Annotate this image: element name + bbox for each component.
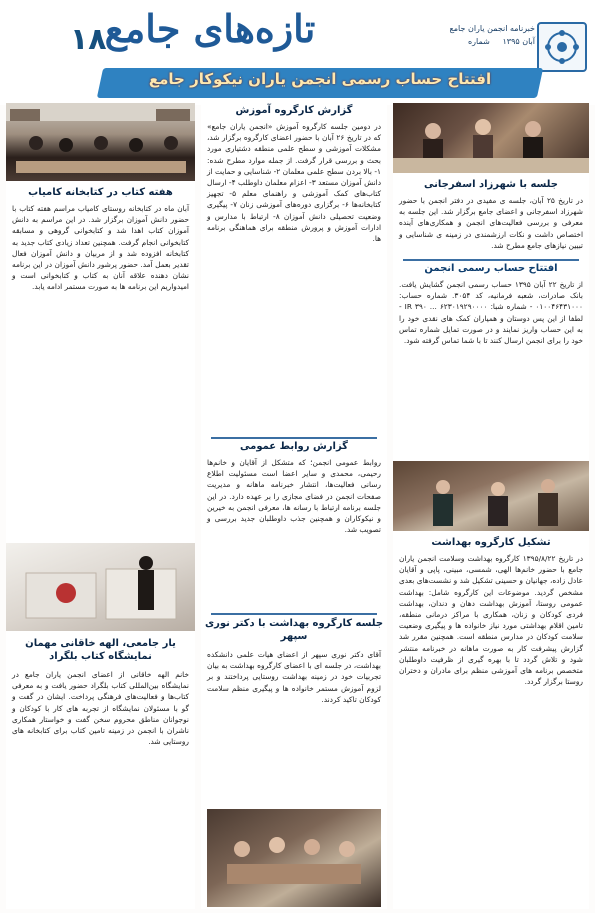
newsletter-logo xyxy=(537,22,587,72)
issue-number: ۱۸ xyxy=(70,22,107,57)
newsletter-title: تازه‌های جامع xyxy=(104,6,316,51)
health-group-photo xyxy=(393,461,589,531)
left-column xyxy=(6,103,195,909)
article-text: در تاریخ ۱۳۹۵/۸/۲۲ کارگروه بهداشت وسلامت انجمن یاران جامع با حضور خانم‌ها الهی، شمسی، مبینی، پاپی و آقایان عادل زاده، جهانیان و حسینی تشکیل شد و نشست‌های بعدی مشخص گردید. موضوعات این کارگروه شامل: بهداشت عمومی روستا، آموزش بهداشت دهان و دندان، بهداشت فردی کودکان و زنان، همکاری با مراکز درمانی منطقه، تامین اقلام بهداشتی مورد نیاز خانواده ها و پیگیری وضعیت سلامت کودکان در مدارس منطقه است. همچنین مقرر شد گزارش پیشرفت کار به صورت ماهانه در خبرنامه منتشر شود و تلاش گردد تا با بهره گیری از ظرفیت داوطلبان متخصص برنامه های آموزشی منظم برای مادران و دختران روستا برگزار گردد. xyxy=(399,554,584,687)
article-text: آبان ماه در کتابخانه روستای کامیاب مراسم هفته کتاب با حضور دانش آموزان برگزار شد. در این مراسم به دانش آموزان کتاب اهدا شد و کتابخوانی گروهی و مسابقه کتابخوانی انجام گرفت. همچنین تعداد زیادی کتاب جدید به کتابخانه افزوده شد و از مربیان و دانش آموزان فعال تقدیر بعمل آمد. حضور پرشور دانش آموزان در این برنامه نشان دهنده علاقه آنان به کتاب و کتابخوانی است و امیدواریم این برنامه ها به صورت مستمر ادامه یابد. xyxy=(12,204,189,292)
book-fair-photo xyxy=(6,543,195,631)
emblem-icon xyxy=(539,24,585,70)
article-title: تشکیل کارگروه بهداشت xyxy=(431,537,551,548)
article-text: روابط عمومی انجمن؛ که متشکل از آقایان و خانم‌ها رحیمی، محمدی و سایر اعضا است مسئولیت اطلاع رسانی فعالیت‌ها، انتشار خبرنامه ماهانه و مدیریت صفحات انجمن در فضای مجازی را بر عهده دارد. در این جلسه برنامه ارتباط با رسانه ها، معرفی انجمن به خیرین و نیکوکاران و همچنین جذب داوطلبان جدید بررسی و تصویب شد. xyxy=(207,458,381,535)
photo-people-icon xyxy=(393,461,589,531)
divider xyxy=(403,259,579,261)
divider xyxy=(211,437,377,439)
meeting-photo xyxy=(393,103,589,173)
masthead-meta xyxy=(385,22,535,48)
library-photo xyxy=(6,103,195,181)
photo-students-icon xyxy=(6,103,195,181)
main-headline: افتتاح حساب رسمی انجمن یاران نیکوکار جامع xyxy=(148,70,492,88)
article-title: گزارش کارگروه آموزش xyxy=(235,105,353,116)
photo-people-icon xyxy=(207,809,381,907)
right-column xyxy=(393,103,589,909)
article-text: خانم الهه خاقانی از اعضای انجمن یاران جامع در نمایشگاه بین‌المللی کتاب بلگراد حضور یافت و به معرفی کتاب‌ها و فعالیت‌های فرهنگی پرداخت. ایشان در گفت و گو با مسئولان نمایشگاه از تجربه های کار با کودکان و نوجوانان مناطق محروم سخن گفت و خواستار همکاری ناشران با انجمن در زمینه تامین کتاب برای کتابخانه های روستایی شد. xyxy=(12,670,189,747)
article-title: گزارش روابط عمومی xyxy=(240,441,348,452)
article-title: هفته کتاب در کتابخانه کامیاب xyxy=(28,187,173,198)
article-text: در دومین جلسه کارگروه آموزش «انجمن یاران جامع» که در تاریخ ۲۶ آبان با حضور اعضای کارگروه برگزار شد، مشکلات آموزشی و سطح علمی منطقه دشتیاری مورد بحث و بررسی قرار گرفت. از جمله موارد مطرح شده: ۱- بالا بردن سطح علمی معلمان ۲- شناسایی و حمایت از دانش آموزان مستعد ۳- اعزام معلمان داوطلب ۴- ارسال کتاب‌های کمک آموزشی و راهنمای معلم ۵- تجهیز کتابخانه‌ها ۶- برگزاری دوره‌های آموزشی زنان ۷- پیگیری وضعیت تحصیلی دانش آموزان ۸- ارتباط با مدارس و ادارات آموزش و پرورش منطقه برای هماهنگی برنامه ها. xyxy=(207,122,382,244)
article-title: جلسه کارگروه بهداشت با دکتر نوری سپهر xyxy=(204,618,384,642)
divider xyxy=(211,613,377,615)
photo-people-icon xyxy=(393,103,589,173)
middle-column xyxy=(201,103,387,909)
issue-label: شماره xyxy=(467,37,490,46)
masthead xyxy=(0,0,595,105)
article-title: جلسه با شهرزاد اسفرجانی xyxy=(424,179,558,190)
photo-exhibit-icon xyxy=(6,543,195,631)
article-title: یار جامعی، الهه خاقانی مهمان نمایشگاه کتاب بلگراد xyxy=(25,638,176,662)
article-text: آقای دکتر نوری سپهر از اعضای هیات علمی دانشکده بهداشت، در جلسه ای با اعضای کارگروه بهداشت به بیان تجربیات خود در زمینه بهداشت روستایی پرداختند و بر لزوم آموزش مستمر خانواده ها و پیگیری منظم سلامت کودکان تاکید کردند. xyxy=(207,650,381,704)
article-text: در تاریخ ۲۵ آبان، جلسه ی مفیدی در دفتر انجمن با حضور شهرزاد اسفرجانی و اعضای جامع برگزار شد. این جلسه به معرفی و بررسی فعالیت‌های انجمن و همکاری‌های آینده اختصاص داشت و نکات ارزشمندی در زمینه ی شناسایی و تبیین نیازهای جامع مطرح شد. xyxy=(399,196,583,250)
health-meeting-photo xyxy=(207,809,381,907)
article-title: افتتاح حساب رسمی انجمن xyxy=(424,263,558,274)
newsletter-name: خبرنامه انجمن یاران جامع xyxy=(449,24,535,33)
issue-month: آبان ۱۳۹۵ xyxy=(502,37,535,46)
article-text: از تاریخ ۲۲ آبان ۱۳۹۵ حساب رسمی انجمن گشایش یافت. بانک صادرات، شعبه فرمانیه، کد ۳۰۵۴. شماره حساب: ۰۱۰۰۴۶۴۳۱۰۰۰ - شماره شبا: IR ۳۹۰ ... ۶۲۳۰۱۹۲۹۰۰۰۰ - لطفا از این پس دوستان و همیاران کمک های نقدی خود را به این حساب واریز نمایند و در صورت تمایل شماره تماس خود را برای انجمن ارسال کنند تا با شما تماس گرفته شود. xyxy=(399,280,583,346)
